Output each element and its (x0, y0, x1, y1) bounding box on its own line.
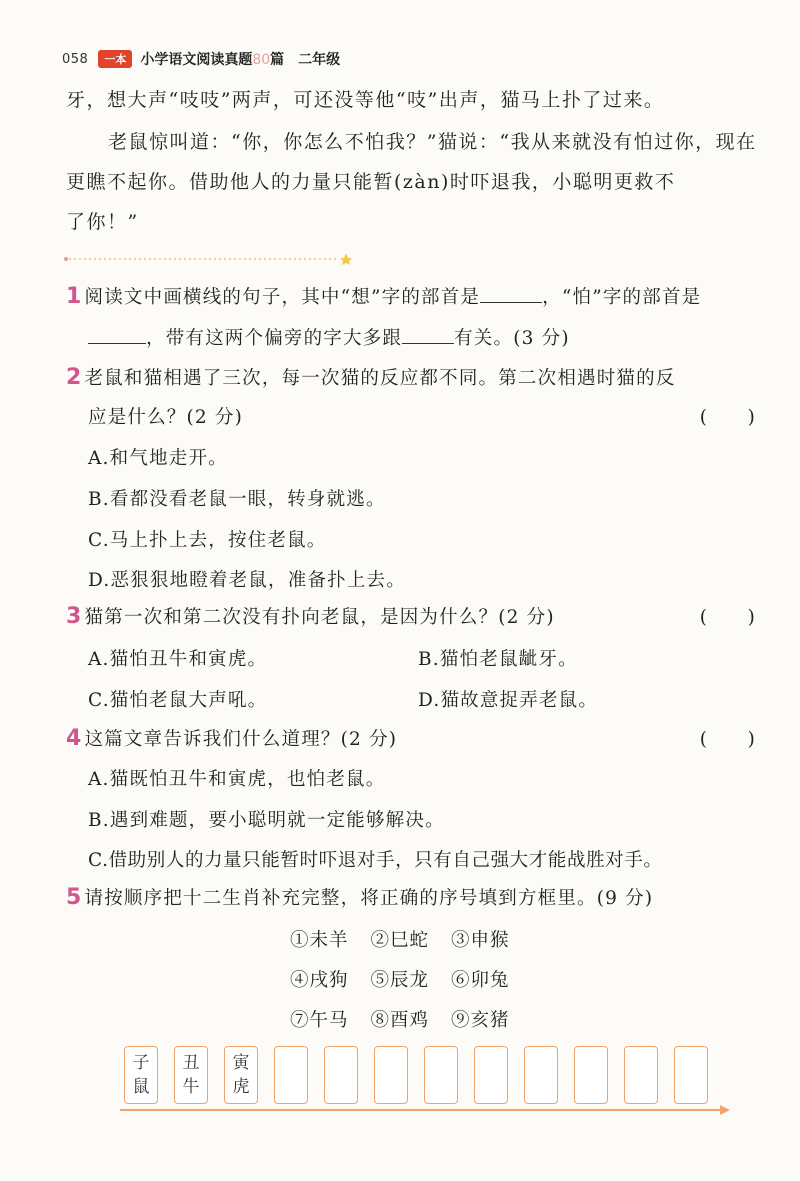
grade-label: 二年级 (298, 52, 341, 68)
zodiac-answer-boxes (124, 1046, 708, 1104)
option-a: A.猫怕丑牛和寅虎。 (88, 649, 268, 670)
zodiac-options-row-3: ⑦午马 ⑧酉鸡 ⑨亥猪 (290, 1010, 510, 1031)
question-5: 5 请按顺序把十二生肖补充完整，将正确的序号填到方框里。(9 分) (66, 885, 654, 910)
answer-paren[interactable]: ( ) (699, 607, 756, 628)
zodiac-answer-box[interactable] (424, 1046, 458, 1104)
answer-blank[interactable] (88, 325, 146, 344)
zodiac-answer-box[interactable] (674, 1046, 708, 1104)
options-row-ab (88, 645, 778, 671)
zodiac-answer-box[interactable] (574, 1046, 608, 1104)
answer-paren[interactable]: ( ) (699, 407, 756, 428)
question-number: 1 (66, 284, 83, 309)
zodiac-options-row-2: ④戌狗 ⑤辰龙 ⑥卯兔 (290, 970, 510, 991)
answer-blank[interactable] (402, 325, 454, 344)
zodiac-answer-box[interactable] (524, 1046, 558, 1104)
options-row-cd (88, 686, 778, 712)
question-number: 3 (66, 604, 83, 629)
option-a: A.和气地走开。 (88, 448, 228, 469)
option-b: B.猫怕老鼠龇牙。 (418, 649, 578, 670)
page-number: 058 (62, 51, 89, 67)
question-1: 1 阅读文中画横线的句子，其中“想”字的部首是 ，“怕”字的部首是 (66, 284, 702, 309)
zodiac-answer-box[interactable] (374, 1046, 408, 1104)
option-d: D.恶狠狠地瞪着老鼠，准备扑上去。 (88, 570, 406, 591)
question-number: 4 (66, 726, 83, 751)
passage-line-2: 老鼠惊叫道：“你，你怎么不怕我？”猫说：“我从来就没有怕过你，现在 (108, 131, 757, 153)
section-divider (62, 252, 352, 266)
option-b: B.遇到难题，要小聪明就一定能够解决。 (88, 810, 445, 831)
question-2-line-2: 应是什么？(2 分) ( ) (88, 403, 756, 429)
question-1-line-2: ，带有这两个偏旁的字大多跟 有关。(3 分) (88, 324, 778, 350)
answer-blank[interactable] (480, 284, 542, 303)
zodiac-answer-box[interactable] (624, 1046, 658, 1104)
option-d: D.猫故意捉弄老鼠。 (418, 690, 599, 711)
option-b: B.看都没看老鼠一眼，转身就逃。 (88, 489, 386, 510)
zodiac-options-row-1: ①未羊 ②巳蛇 ③申猴 (290, 930, 510, 951)
option-c: C.马上扑上去，按住老鼠。 (88, 530, 327, 551)
zodiac-answer-box[interactable] (274, 1046, 308, 1104)
question-4: 4 这篇文章告诉我们什么道理？(2 分) ( ) (66, 726, 756, 751)
zodiac-box-rat: 子 鼠 (124, 1046, 158, 1104)
zodiac-box-tiger: 寅 虎 (224, 1046, 258, 1104)
zodiac-answer-box[interactable] (474, 1046, 508, 1104)
answer-paren[interactable]: ( ) (699, 729, 756, 750)
zodiac-answer-box[interactable] (324, 1046, 358, 1104)
option-a: A.猫既怕丑牛和寅虎，也怕老鼠。 (88, 769, 386, 790)
order-arrow-icon (120, 1104, 730, 1116)
passage-line-4: 了你！” (66, 211, 139, 233)
page-header (62, 48, 340, 70)
book-title: 小学语文阅读真题80篇 (140, 52, 285, 68)
brand-badge: 一本 (98, 50, 132, 68)
passage-line-3: 更瞧不起你。借助他人的力量只能暂(zàn)时吓退我，小聪明更救不 (66, 171, 676, 193)
option-c: C.猫怕老鼠大声吼。 (88, 690, 268, 711)
question-3: 3 猫第一次和第二次没有扑向老鼠，是因为什么？(2 分) ( ) (66, 604, 756, 629)
zodiac-box-ox: 丑 牛 (174, 1046, 208, 1104)
option-c: C.借助别人的力量只能暂时吓退对手，只有自己强大才能战胜对手。 (88, 850, 663, 871)
question-2: 2 老鼠和猫相遇了三次，每一次猫的反应都不同。第二次相遇时猫的反 (66, 365, 676, 390)
question-number: 2 (66, 365, 83, 390)
question-number: 5 (66, 885, 83, 910)
star-icon (340, 253, 352, 265)
passage-line-1: 牙，想大声“吱吱”两声，可还没等他“吱”出声，猫马上扑了过来。 (66, 89, 665, 111)
